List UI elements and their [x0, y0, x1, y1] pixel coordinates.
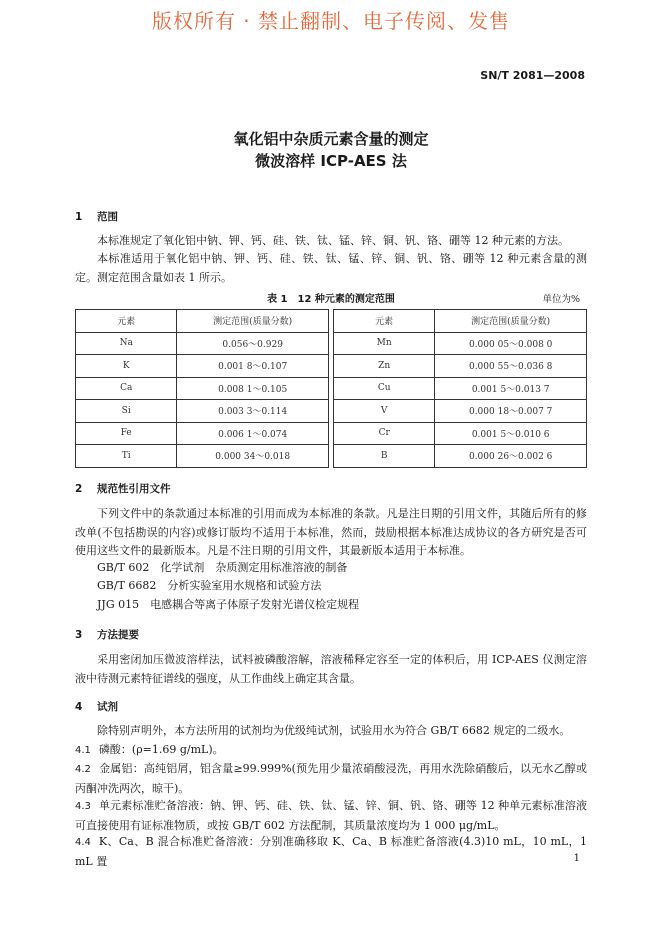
paragraph: 下列文件中的条款通过本标准的引用而成为本标准的条款。凡是注日期的引用文件，其随后所有的修改单(不包括勘误的内容)或修订版均不适用于本标准，然而，鼓励根据本标准达成协议的各方研究是否可使用这些文件的最新版本。凡是不注日期的引用文件，其最新版本适用于本标准。 [75, 507, 587, 557]
range-cell: 0.000 55～0.036 8 [435, 355, 587, 378]
header-cell: 测定范围(质量分数) [435, 310, 587, 333]
section-4-heading [75, 699, 118, 714]
element-cell: Si [76, 400, 177, 423]
section-number: 2 [75, 483, 83, 495]
standard-code: SN/T 2081—2008 [480, 69, 585, 82]
page-number: 1 [573, 853, 580, 864]
range-cell: 0.003 3～0.114 [177, 400, 329, 423]
element-cell: Na [76, 332, 177, 355]
element-cell: B [333, 445, 434, 468]
table-unit: 单位为% [542, 294, 580, 305]
range-cell: 0.000 18～0.007 7 [435, 400, 587, 423]
section-number: 3 [75, 629, 83, 641]
element-cell: Zn [333, 355, 434, 378]
element-cell: Cu [333, 377, 434, 400]
section-title: 范围 [97, 211, 118, 223]
range-cell: 0.001 5～0.010 6 [435, 422, 587, 445]
table-row [76, 400, 587, 423]
range-cell: 0.000 26～0.002 6 [435, 445, 587, 468]
section-number: 1 [75, 211, 83, 223]
header-cell: 元素 [76, 310, 177, 333]
header-cell: 元素 [333, 310, 434, 333]
section-title: 规范性引用文件 [97, 483, 171, 495]
section-1-heading [75, 209, 118, 224]
paragraph: 本标准规定了氧化铝中钠、钾、钙、硅、铁、钛、锰、锌、铜、钒、铬、硼等 12 种元素的方法。 [97, 234, 569, 247]
table-row [76, 422, 587, 445]
item-number: 4.3 [75, 801, 91, 812]
document-title: 氧化铝中杂质元素含量的测定 [233, 130, 429, 148]
range-cell: 0.000 05～0.008 0 [435, 332, 587, 355]
section-3-heading [75, 627, 139, 642]
item-number: 4.2 [75, 764, 91, 775]
item-text: K、Ca、B 混合标准贮备溶液：分别准确移取 K、Ca、B 标准贮备溶液(4.3)10 mL，10 mL，1 mL 置 [75, 835, 587, 868]
list-item [75, 740, 587, 760]
paragraph: 本标准适用于氧化铝中钠、钾、钙、硅、铁、钛、锰、锌、铜、钒、铬、硼等 12 种元素含量的测定。测定范围含量如表 1 所示。 [75, 252, 587, 284]
document-subtitle: 微波溶样 ICP-AES 法 [255, 152, 407, 170]
list-item [75, 796, 587, 835]
table-caption: 表 1 12 种元素的测定范围 [267, 294, 395, 305]
section-number: 4 [75, 701, 83, 713]
range-cell: 0.006 1～0.074 [177, 422, 329, 445]
paragraph: 除特别声明外，本方法所用的试剂均为优级纯试剂，试验用水为符合 GB/T 6682 规定的二级水。 [97, 724, 571, 737]
item-text: 磷酸：(ρ=1.69 g/mL)。 [98, 743, 224, 756]
table-row [76, 445, 587, 468]
element-cell: K [76, 355, 177, 378]
section-title: 试剂 [97, 701, 118, 713]
element-cell: Fe [76, 422, 177, 445]
reference-item: GB/T 602 化学试剂 杂质测定用标准溶液的制备 [97, 561, 348, 574]
list-item [75, 832, 587, 871]
range-cell: 0.001 5～0.013 7 [435, 377, 587, 400]
range-cell: 0.001 8～0.107 [177, 355, 329, 378]
element-cell: V [333, 400, 434, 423]
section-title: 方法提要 [97, 629, 139, 641]
section-2-heading [75, 481, 171, 496]
item-number: 4.1 [75, 745, 91, 756]
range-cell: 0.000 34～0.018 [177, 445, 329, 468]
element-range-table [75, 309, 587, 468]
copyright-watermark: 版权所有 · 禁止翻制、电子传阅、发售 [151, 9, 511, 33]
item-text: 金属铝：高纯铝屑，铝含量≥99.999%(预先用少量浓硝酸浸洗，再用水洗除硝酸后，以无水乙醇或丙酮冲洗两次，晾干)。 [75, 762, 587, 795]
item-number: 4.4 [75, 837, 91, 848]
table-header-row [76, 310, 587, 333]
header-cell: 测定范围(质量分数) [177, 310, 329, 333]
reference-item: GB/T 6682 分析实验室用水规格和试验方法 [97, 579, 322, 592]
range-cell: 0.008 1～0.105 [177, 377, 329, 400]
table-row [76, 377, 587, 400]
element-cell: Ca [76, 377, 177, 400]
paragraph: 采用密闭加压微波溶样法，试料被磷酸溶解，溶液稀释定容至一定的体积后，用 ICP-AES 仪测定溶液中待测元素特征谱线的强度，从工作曲线上确定其含量。 [75, 653, 587, 685]
table-row [76, 355, 587, 378]
range-cell: 0.056～0.929 [177, 332, 329, 355]
item-text: 单元素标准贮备溶液：钠、钾、钙、硅、铁、钛、锰、锌、铜、钒、铬、硼等 12 种单元素标准溶液可直接使用有证标准物质，或按 GB/T 602 方法配制，其质量浓度均为 1 000 μg/mL。 [75, 799, 587, 832]
element-cell: Cr [333, 422, 434, 445]
element-cell: Ti [76, 445, 177, 468]
table-row [76, 332, 587, 355]
element-cell: Mn [333, 332, 434, 355]
list-item [75, 759, 587, 798]
reference-item: JJG 015 电感耦合等离子体原子发射光谱仪检定规程 [97, 598, 360, 611]
